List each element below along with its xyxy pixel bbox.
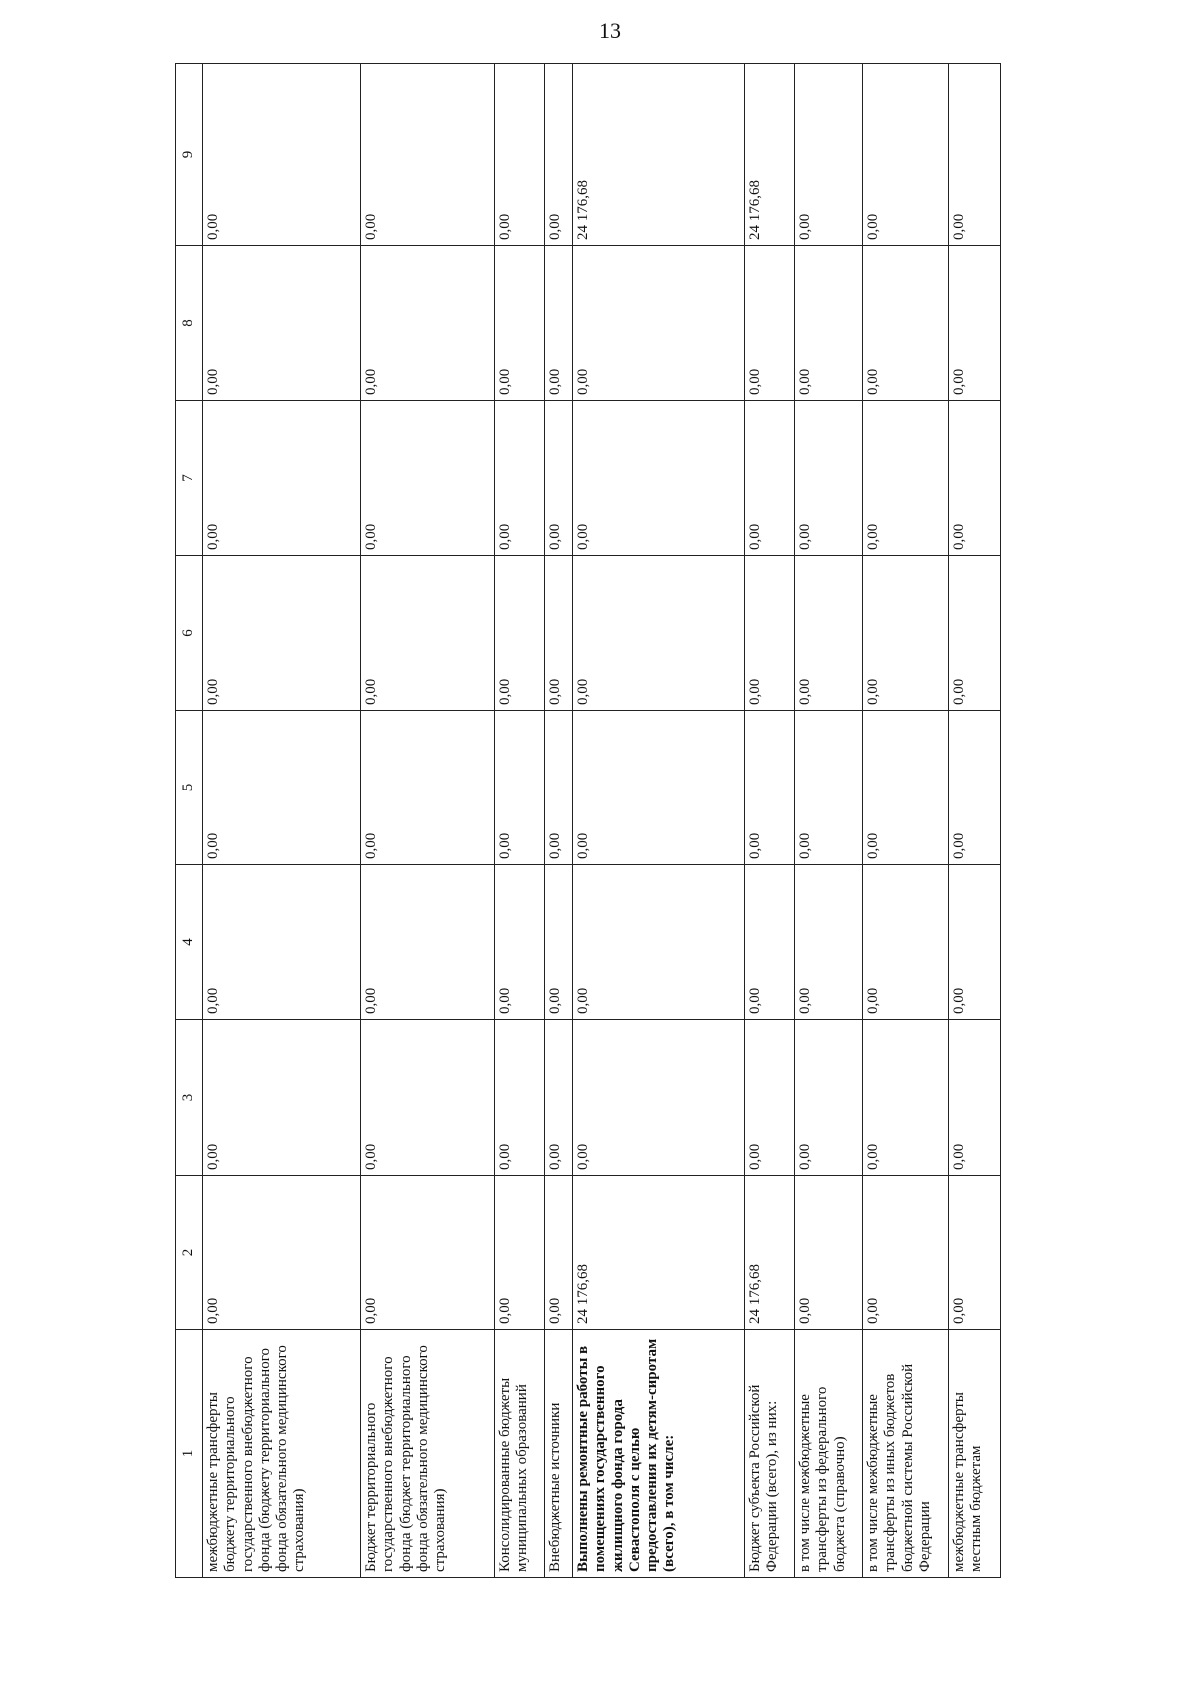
table-row (863, 64, 949, 1578)
row-value: 0,00 (745, 711, 795, 865)
row-value: 0,00 (495, 401, 545, 556)
table-row (361, 64, 495, 1578)
row-value: 0,00 (949, 401, 1001, 556)
column-header: 8 (176, 246, 203, 401)
column-header: 6 (176, 556, 203, 711)
row-value: 24 176,68 (745, 64, 795, 246)
table-row (573, 64, 745, 1578)
row-value: 0,00 (361, 1020, 495, 1176)
row-value: 0,00 (795, 64, 863, 246)
row-value: 0,00 (361, 556, 495, 711)
row-value: 0,00 (573, 1020, 745, 1176)
row-value: 24 176,68 (745, 1176, 795, 1330)
column-header: 5 (176, 711, 203, 865)
row-label: в том числе межбюджетные трансферты из федерального бюджета (справочно) (795, 1330, 863, 1578)
row-value: 0,00 (545, 246, 573, 401)
row-value: 0,00 (745, 865, 795, 1020)
row-value: 0,00 (495, 556, 545, 711)
row-value: 0,00 (361, 711, 495, 865)
table-row (745, 64, 795, 1578)
row-value: 0,00 (203, 556, 361, 711)
row-value: 0,00 (863, 401, 949, 556)
row-value: 0,00 (545, 64, 573, 246)
row-value: 0,00 (203, 865, 361, 1020)
column-header: 4 (176, 865, 203, 1020)
row-value: 0,00 (495, 1020, 545, 1176)
row-label: в том числе межбюджетные трансферты из иных бюджетов бюджетной системы Российской Федерации (863, 1330, 949, 1578)
column-header: 9 (176, 64, 203, 246)
table-row (795, 64, 863, 1578)
row-value: 0,00 (495, 1176, 545, 1330)
row-value: 0,00 (573, 401, 745, 556)
column-header: 2 (176, 1176, 203, 1330)
row-value: 0,00 (949, 1176, 1001, 1330)
row-value: 0,00 (949, 1020, 1001, 1176)
row-value: 0,00 (745, 1020, 795, 1176)
table-row (949, 64, 1001, 1578)
row-value: 0,00 (863, 1020, 949, 1176)
row-value: 0,00 (203, 711, 361, 865)
row-label: Внебюджетные источники (545, 1330, 573, 1578)
row-value: 0,00 (573, 246, 745, 401)
row-value: 0,00 (545, 1020, 573, 1176)
row-value: 0,00 (949, 556, 1001, 711)
row-value: 0,00 (361, 1176, 495, 1330)
row-value: 0,00 (863, 64, 949, 246)
row-value: 0,00 (495, 64, 545, 246)
row-value: 0,00 (203, 64, 361, 246)
row-value: 24 176,68 (573, 64, 745, 246)
row-value: 0,00 (795, 556, 863, 711)
row-value: 0,00 (863, 711, 949, 865)
budget-table (175, 63, 1001, 1578)
row-value: 0,00 (495, 246, 545, 401)
row-value: 0,00 (795, 246, 863, 401)
table-row (203, 64, 361, 1578)
row-value: 0,00 (745, 401, 795, 556)
row-value: 0,00 (203, 246, 361, 401)
row-label: Консолидированные бюджеты муниципальных образований (495, 1330, 545, 1578)
row-value: 0,00 (949, 64, 1001, 246)
row-value: 0,00 (863, 1176, 949, 1330)
row-label: Бюджет территориального государственного внебюджетного фонда (бюджет территориального фонда обязательного медицинского страхования) (361, 1330, 495, 1578)
row-value: 0,00 (545, 1176, 573, 1330)
row-value: 0,00 (949, 711, 1001, 865)
row-value: 24 176,68 (573, 1176, 745, 1330)
row-value: 0,00 (545, 556, 573, 711)
row-value: 0,00 (361, 64, 495, 246)
row-value: 0,00 (573, 556, 745, 711)
row-value: 0,00 (795, 1176, 863, 1330)
row-value: 0,00 (361, 246, 495, 401)
row-value: 0,00 (361, 401, 495, 556)
rotated-table-wrapper (175, 64, 1037, 1578)
row-value: 0,00 (495, 865, 545, 1020)
row-value: 0,00 (203, 1176, 361, 1330)
row-value: 0,00 (795, 711, 863, 865)
row-value: 0,00 (863, 246, 949, 401)
page-number: 13 (599, 18, 621, 43)
column-header: 3 (176, 1020, 203, 1176)
row-value: 0,00 (745, 556, 795, 711)
row-value: 0,00 (863, 865, 949, 1020)
row-label: Бюджет субъекта Российской Федерации (всего), из них: (745, 1330, 795, 1578)
row-value: 0,00 (545, 401, 573, 556)
row-value: 0,00 (203, 1020, 361, 1176)
row-value: 0,00 (495, 711, 545, 865)
row-value: 0,00 (203, 401, 361, 556)
row-value: 0,00 (545, 711, 573, 865)
row-label: межбюджетные трансферты местным бюджетам (949, 1330, 1001, 1578)
row-value: 0,00 (795, 401, 863, 556)
row-value: 0,00 (949, 246, 1001, 401)
row-value: 0,00 (573, 865, 745, 1020)
column-header: 7 (176, 401, 203, 556)
row-value: 0,00 (863, 556, 949, 711)
row-value: 0,00 (545, 865, 573, 1020)
table-header-row (176, 64, 203, 1578)
table-row (495, 64, 545, 1578)
row-label: межбюджетные трансферты бюджету территориального государственного внебюджетного фонда (бюджету территориального фонда обязательного медицинского страхования) (203, 1330, 361, 1578)
row-value: 0,00 (949, 865, 1001, 1020)
row-value: 0,00 (795, 1020, 863, 1176)
row-value: 0,00 (573, 711, 745, 865)
row-value: 0,00 (795, 865, 863, 1020)
row-value: 0,00 (745, 246, 795, 401)
table-row (545, 64, 573, 1578)
row-label: Выполнены ремонтные работы в помещениях государственного жилищного фонда города Севастополя с целью предоставления их детям-сиротам (всего), в том числе: (573, 1330, 745, 1578)
column-header: 1 (176, 1330, 203, 1578)
row-value: 0,00 (361, 865, 495, 1020)
